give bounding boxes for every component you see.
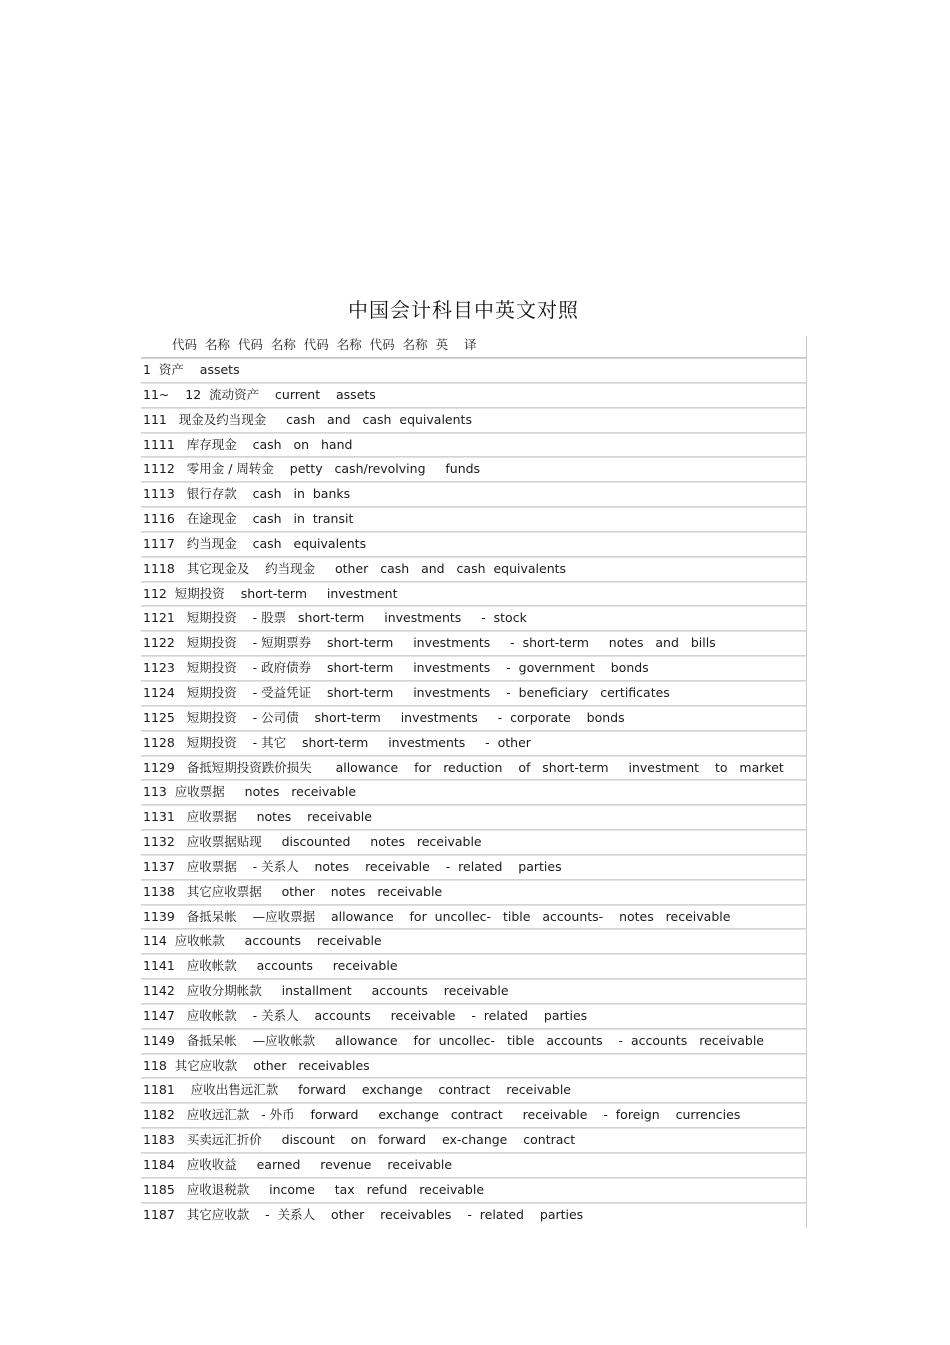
table-row: 1113 银行存款 cash in banks — [141, 482, 807, 507]
table-row: 1184 应收收益 earned revenue receivable — [141, 1153, 807, 1178]
table-row: 1111 库存现金 cash on hand — [141, 433, 807, 458]
table-row: 1128 短期投资 - 其它 short-term investments - other — [141, 731, 807, 756]
table-body — [141, 358, 807, 1228]
table-row: 1149 备抵呆帐 —应收帐款 allowance for uncollec- tible accounts - accounts receivable — [141, 1029, 807, 1054]
table-row: 112 短期投资 short-term investment — [141, 582, 807, 607]
table-row: 1123 短期投资 - 政府债券 short-term investments - government bonds — [141, 656, 807, 681]
document-title: 中国会计科目中英文对照 — [348, 298, 579, 322]
table-row: 114 应收帐款 accounts receivable — [141, 929, 807, 954]
table-row: 1117 约当现金 cash equivalents — [141, 532, 807, 557]
table-row: 1122 短期投资 - 短期票券 short-term investments - short-term notes and bills — [141, 631, 807, 656]
table-row: 1181 应收出售远汇款 forward exchange contract receivable — [141, 1078, 807, 1103]
table-row: 1187 其它应收款 - 关系人 other receivables - related parties — [141, 1203, 807, 1228]
table-row: 11~ 12 流动资产 current assets — [141, 383, 807, 408]
table-header: 代码 名称 代码 名称 代码 名称 代码 名称 英 译 — [141, 336, 807, 358]
table-row: 1139 备抵呆帐 —应收票据 allowance for uncollec- tible accounts- notes receivable — [141, 905, 807, 930]
table-row: 1141 应收帐款 accounts receivable — [141, 954, 807, 979]
table-row: 1112 零用金 / 周转金 petty cash/revolving funds — [141, 457, 807, 482]
table-row: 1185 应收退税款 income tax refund receivable — [141, 1178, 807, 1203]
table-row: 1125 短期投资 - 公司债 short-term investments - corporate bonds — [141, 706, 807, 731]
table-row: 113 应收票据 notes receivable — [141, 780, 807, 805]
table-row: 1129 备抵短期投资跌价损失 allowance for reduction of short-term investment to market — [141, 756, 807, 781]
table-row: 1118 其它现金及 约当现金 other cash and cash equivalents — [141, 557, 807, 582]
table-row: 118 其它应收款 other receivables — [141, 1054, 807, 1079]
table-row: 1138 其它应收票据 other notes receivable — [141, 880, 807, 905]
table-row: 1 资产 assets — [141, 358, 807, 383]
table-row: 111 现金及约当现金 cash and cash equivalents — [141, 408, 807, 433]
table-row: 1142 应收分期帐款 installment accounts receivable — [141, 979, 807, 1004]
table-row: 1132 应收票据贴现 discounted notes receivable — [141, 830, 807, 855]
table-row: 1137 应收票据 - 关系人 notes receivable - related parties — [141, 855, 807, 880]
account-table — [141, 336, 807, 1228]
table-row: 1182 应收远汇款 - 外币 forward exchange contract receivable - foreign currencies — [141, 1103, 807, 1128]
table-row: 1121 短期投资 - 股票 short-term investments - stock — [141, 606, 807, 631]
table-row: 1116 在途现金 cash in transit — [141, 507, 807, 532]
table-row: 1124 短期投资 - 受益凭证 short-term investments - beneficiary certificates — [141, 681, 807, 706]
table-row: 1183 买卖远汇折价 discount on forward ex-change contract — [141, 1128, 807, 1153]
table-row: 1131 应收票据 notes receivable — [141, 805, 807, 830]
table-row: 1147 应收帐款 - 关系人 accounts receivable - related parties — [141, 1004, 807, 1029]
